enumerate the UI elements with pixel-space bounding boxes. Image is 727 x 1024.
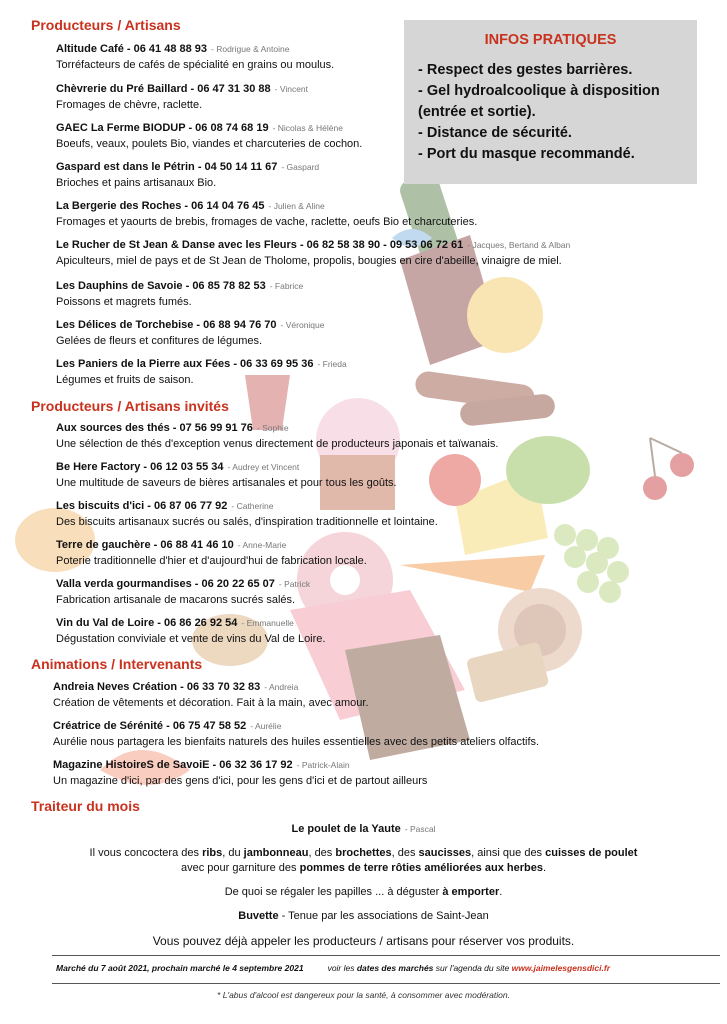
producer-contact: - Patrick [278, 579, 311, 589]
market-dates: Marché du 7 août 2021, prochain marché le 4 septembre 2021 [56, 963, 304, 973]
producer-name: Altitude Café - 06 41 48 88 93 [56, 43, 208, 55]
caterer-text: , des [391, 847, 419, 859]
list-item [53, 719, 653, 749]
animator-description: Aurélie nous partagera les bienfaits naturels des huiles essentielles avec des petits ateliers olfactifs. [53, 736, 540, 748]
section-title-invites: Producteurs / Artisans invités [31, 398, 229, 414]
producer-contact: - Vincent [274, 84, 309, 94]
footer-see-bold: dates des marchés [356, 963, 434, 973]
footer-line [56, 963, 676, 973]
website-link[interactable]: www.jaimelesgensdici.fr [511, 963, 611, 973]
infos-item: - Port du masque recommandé. [418, 146, 635, 162]
producer-contact: - Rodrigue & Antoine [211, 44, 290, 54]
producer-name: Valla verda gourmandises - 06 20 22 65 07 [56, 578, 275, 590]
caterer-dish: brochettes [335, 847, 392, 859]
producer-description: Fabrication artisanale de macarons sucrés salés. [56, 594, 296, 606]
buvette-label: Buvette [238, 910, 279, 922]
list-item [56, 577, 656, 607]
caterer-description [50, 846, 677, 876]
producer-description: Apiculteurs, miel de pays et de St Jean de Tholome, propolis, bougies en cire d'abeille, vinaigre de miel. [56, 255, 562, 267]
list-item [56, 199, 656, 229]
list-item [56, 318, 656, 348]
caterer-text: , du [222, 847, 244, 859]
producer-contact: - Frieda [317, 359, 347, 369]
takeaway-suffix: . [499, 886, 503, 898]
producer-contact: - Gaspard [281, 162, 320, 172]
infos-item: - Gel hydroalcoolique à disposition [418, 83, 660, 99]
producer-contact: - Jacques, Bertand & Alban [467, 240, 571, 250]
producer-contact: - Fabrice [269, 281, 304, 291]
infos-item: - Distance de sécurité. [418, 125, 572, 141]
takeaway-line [50, 885, 677, 900]
reservation-note: Vous pouvez déjà appeler les producteurs / artisans pour réserver vos produits. [152, 934, 575, 948]
producer-description: Une multitude de saveurs de bières artisanales et pour tous les goûts. [56, 477, 397, 489]
producer-description: Poterie traditionnelle d'hier et d'aujourd'hui de fabrication locale. [56, 555, 367, 567]
caterer-text: avec pour garniture des [180, 862, 300, 874]
producer-description: Une sélection de thés d'exception venus directement de producteurs japonais et taïwanais. [56, 438, 499, 450]
alcohol-disclaimer: * L'abus d'alcool est dangereux pour la santé, à consommer avec modération. [217, 990, 510, 1000]
producer-contact: - Audrey et Vincent [227, 462, 300, 472]
infos-pratiques-box [404, 20, 697, 184]
infos-item: - Respect des gestes barrières. [418, 62, 633, 78]
caterer-dish: ribs [202, 847, 223, 859]
footer-divider-top [52, 955, 720, 956]
list-item [56, 238, 656, 268]
takeaway-text: De quoi se régaler les papilles ... à déguster [224, 886, 443, 898]
producer-name: Les Dauphins de Savoie - 06 85 78 82 53 [56, 280, 266, 292]
producer-description: Fromages et yaourts de brebis, fromages de vache, raclette, oeufs Bio et charcuteries. [56, 216, 478, 228]
caterer-title [50, 822, 677, 837]
footer-see: voir les [327, 963, 357, 973]
caterer-contact: - Pascal [404, 824, 436, 834]
animator-description: Création de vêtements et décoration. Fait à la main, avec amour. [53, 697, 369, 709]
producer-contact: - Anne-Marie [237, 540, 287, 550]
producer-description: Légumes et fruits de saison. [56, 374, 194, 386]
producer-description: Gelées de fleurs et confitures de légumes. [56, 335, 263, 347]
list-item [56, 499, 656, 529]
footer-agenda: sur l'agenda du site [433, 963, 512, 973]
buvette-line [50, 909, 677, 924]
list-item [56, 616, 656, 646]
producer-name: Gaspard est dans le Pétrin - 04 50 14 11 67 [56, 161, 278, 173]
producer-name: Terre de gauchère - 06 88 41 46 10 [56, 539, 234, 551]
animator-description: Un magazine d'ici, par des gens d'ici, pour les gens d'ici et de partout ailleurs [53, 775, 428, 787]
list-item [56, 421, 656, 451]
producer-contact: - Julien & Aline [268, 201, 325, 211]
producer-description: Poissons et magrets fumés. [56, 296, 192, 308]
caterer-dish: jambonneau [243, 847, 309, 859]
producer-name: La Bergerie des Roches - 06 14 04 76 45 [56, 200, 265, 212]
caterer-dish: pommes de terre rôties améliorées aux herbes [299, 862, 543, 874]
list-item [53, 680, 653, 710]
producer-description: Fromages de chèvre, raclette. [56, 99, 203, 111]
producer-contact: - Emmanuelle [241, 618, 294, 628]
caterer-dish: saucisses [418, 847, 472, 859]
producer-name: Les biscuits d'ici - 06 87 06 77 92 [56, 500, 228, 512]
animator-contact: - Patrick-Alain [296, 760, 350, 770]
section-title-traiteur: Traiteur du mois [31, 798, 140, 814]
animator-contact: - Andreia [264, 682, 299, 692]
animator-name: Andreia Neves Création - 06 33 70 32 83 [53, 681, 261, 693]
producer-name: Vin du Val de Loire - 06 86 26 92 54 [56, 617, 238, 629]
animator-contact: - Aurélie [250, 721, 282, 731]
infos-list [418, 60, 683, 165]
animator-name: Magazine HistoireS de SavoiE - 06 32 36 17 92 [53, 759, 293, 771]
producer-name: Les Paniers de la Pierre aux Fées - 06 33 69 95 36 [56, 358, 314, 370]
animator-name: Créatrice de Sérénité - 06 75 47 58 52 [53, 720, 247, 732]
producer-contact: - Sophie [256, 423, 289, 433]
producer-contact: - Nicolas & Hélène [272, 123, 343, 133]
producer-name: Aux sources des thés - 07 56 99 91 76 [56, 422, 253, 434]
caterer-dish: cuisses de poulet [545, 847, 638, 859]
caterer-text: Il vous concoctera des [89, 847, 203, 859]
producer-description: Torréfacteurs de cafés de spécialité en grains ou moulus. [56, 59, 335, 71]
producer-contact: - Véronique [280, 320, 325, 330]
list-item [56, 357, 656, 387]
producer-description: Dégustation conviviale et vente de vins du Val de Loire. [56, 633, 326, 645]
infos-title: INFOS PRATIQUES [484, 32, 617, 48]
producer-name: Chèvrerie du Pré Baillard - 06 47 31 30 88 [56, 83, 271, 95]
footer-divider-bottom [52, 983, 720, 984]
takeaway-bold: à emporter [442, 886, 500, 898]
list-item [53, 758, 653, 788]
producer-name: Le Rucher de St Jean & Danse avec les Fleurs - 06 82 58 38 90 - 09 53 06 72 61 [56, 239, 464, 251]
list-item [56, 279, 656, 309]
producer-description: Boeufs, veaux, poulets Bio, viandes et charcuteries de cochon. [56, 138, 363, 150]
list-item [56, 460, 656, 490]
producer-name: Be Here Factory - 06 12 03 55 34 [56, 461, 224, 473]
section-title-producteurs: Producteurs / Artisans [31, 17, 181, 33]
caterer-text: , des [308, 847, 336, 859]
buvette-text: - Tenue par les associations de Saint-Jean [278, 910, 489, 922]
infos-item: (entrée et sortie). [418, 104, 536, 120]
producer-contact: - Catherine [231, 501, 274, 511]
producer-description: Des biscuits artisanaux sucrés ou salés, d'inspiration traditionnelle et lointaine. [56, 516, 438, 528]
section-title-animations: Animations / Intervenants [31, 656, 203, 672]
caterer-text: , ainsi que des [471, 847, 546, 859]
list-item [56, 538, 656, 568]
producer-name: GAEC La Ferme BIODUP - 06 08 74 68 19 [56, 122, 269, 134]
caterer-name: Le poulet de la Yaute [291, 823, 401, 835]
producer-name: Les Délices de Torchebise - 06 88 94 76 70 [56, 319, 277, 331]
caterer-text: . [542, 862, 547, 874]
producer-description: Brioches et pains artisanaux Bio. [56, 177, 217, 189]
